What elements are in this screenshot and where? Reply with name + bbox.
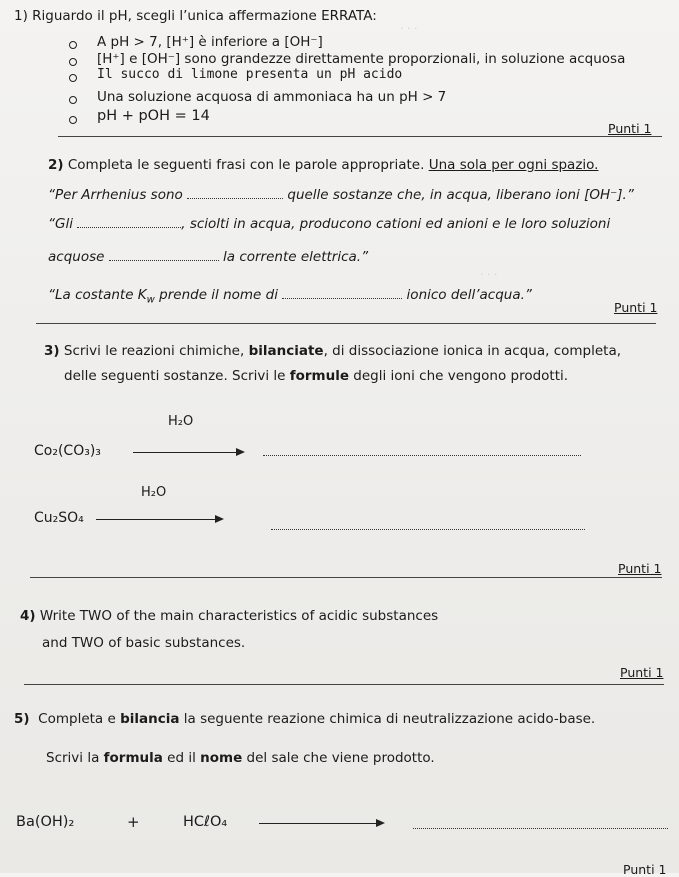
- section-divider: [24, 684, 664, 685]
- solvent-label: H₂O: [168, 414, 194, 429]
- q3-text-line-1: 3) Scrivi le reazioni chimiche, bilanciate, di dissociazione ionica in acqua, completa,: [44, 343, 622, 359]
- section-divider: [30, 577, 662, 578]
- blank-field[interactable]: [109, 250, 219, 261]
- q2-sentence-3: acquose la corrente elettrica.”: [48, 249, 369, 265]
- section-divider: [36, 323, 656, 324]
- q2-sentence-2: “Gli , sciolti in acqua, producono cationi ed anioni e le loro soluzioni: [48, 216, 611, 232]
- q2-points: Punti 1: [614, 300, 658, 315]
- bleed-through-mark: · · ·: [400, 22, 418, 35]
- q3-text-line-2: delle seguenti sostanze. Scrivi le formule degli ioni che vengono prodotti.: [64, 368, 569, 384]
- option-radio-icon[interactable]: [69, 74, 77, 82]
- blank-field[interactable]: [77, 217, 181, 228]
- reaction-arrow-icon: [133, 452, 243, 453]
- q1-option-3: Il succo di limone presenta un pH acido: [97, 67, 403, 82]
- q2-sentence-4: “La costante $K_w$ prende il nome di ionico dell’acqua.”: [48, 287, 532, 306]
- option-radio-icon[interactable]: [69, 96, 77, 104]
- option-radio-icon[interactable]: [69, 58, 77, 66]
- solvent-label: H₂O: [141, 485, 167, 500]
- q5-points: Punti 1: [623, 862, 667, 877]
- answer-blank[interactable]: [413, 828, 668, 829]
- reaction-arrow-icon: [96, 519, 222, 520]
- q2-heading: 2) Completa le seguenti frasi con le parole appropriate. Una sola per ogni spazio.: [48, 157, 599, 173]
- q1-points: Punti 1: [608, 121, 652, 136]
- reagent-formula: Cu₂SO₄: [34, 510, 84, 526]
- reagent-formula: Co₂(CO₃)₃: [34, 443, 101, 459]
- reagent-base: Ba(OH)₂: [16, 814, 75, 830]
- option-radio-icon[interactable]: [69, 116, 77, 124]
- option-radio-icon[interactable]: [69, 41, 77, 49]
- reaction-arrow-icon: [259, 823, 383, 824]
- blank-field[interactable]: [282, 288, 402, 299]
- q5-text-line-1: 5) Completa e bilancia la seguente reazione chimica di neutralizzazione acido-base.: [14, 711, 596, 727]
- bleed-through-mark: · · ·: [480, 268, 498, 281]
- q3-points: Punti 1: [618, 561, 662, 576]
- answer-blank[interactable]: [263, 455, 581, 456]
- plus-sign: +: [127, 813, 140, 831]
- q1-option-2: [H⁺] e [OH⁻] sono grandezze direttamente proporzionali, in soluzione acquosa: [97, 51, 626, 67]
- section-divider: [58, 136, 662, 137]
- q1-option-5: pH + pOH = 14: [97, 108, 210, 124]
- q1-heading: 1) Riguardo il pH, scegli l’unica affermazione ERRATA:: [14, 8, 377, 24]
- q2-sentence-1: “Per Arrhenius sono quelle sostanze che, in acqua, liberano ioni [OH⁻].”: [48, 187, 634, 203]
- q1-option-4: Una soluzione acquosa di ammoniaca ha un pH > 7: [97, 89, 447, 105]
- q1-option-1: A pH > 7, [H⁺] è inferiore a [OH⁻]: [97, 34, 323, 50]
- blank-field[interactable]: [187, 188, 283, 199]
- q4-text-line-2: and TWO of basic substances.: [42, 635, 246, 651]
- q4-text-line-1: 4) Write TWO of the main characteristics of acidic substances: [20, 608, 439, 624]
- answer-blank[interactable]: [271, 529, 585, 530]
- q5-text-line-2: Scrivi la formula ed il nome del sale che viene prodotto.: [46, 750, 435, 766]
- reagent-acid: HCℓO₄: [183, 814, 228, 830]
- q4-points: Punti 1: [620, 665, 664, 680]
